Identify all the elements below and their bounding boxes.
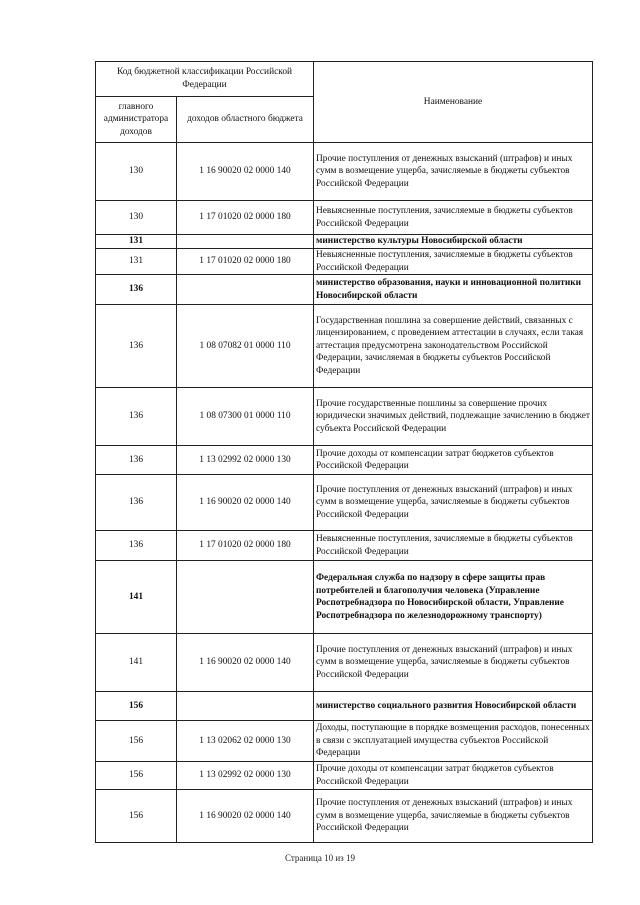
name-cell: Невыясненные поступления, зачисляемые в бюджеты субъектов Российской Федерации <box>314 201 593 235</box>
table-row <box>96 275 593 305</box>
name-cell: министерство культуры Новосибирской области <box>314 235 593 249</box>
name-cell: Прочие поступления от денежных взысканий (штрафов) и иных сумм в возмещение ущерба, зачисляемые в бюджеты субъектов Российской Федерации <box>314 475 593 531</box>
admin-code-cell: 156 <box>96 692 177 721</box>
table-row <box>96 305 593 388</box>
name-cell: министерство образования, науки и инновационной политики Новосибирской области <box>314 275 593 305</box>
table-row <box>96 531 593 561</box>
table-row <box>96 692 593 721</box>
admin-code-cell: 156 <box>96 721 177 762</box>
table-row <box>96 762 593 790</box>
income-code-cell: 1 16 90020 02 0000 140 <box>177 475 314 531</box>
income-code-cell <box>177 561 314 634</box>
name-cell: Прочие государственные пошлины за совершение прочих юридически значимых действий, подлежащие зачислению в бюджет субъекта Российской Федерации <box>314 388 593 446</box>
table-row <box>96 721 593 762</box>
name-cell: Прочие доходы от компенсации затрат бюджетов субъектов Российской Федерации <box>314 762 593 790</box>
admin-code-cell: 136 <box>96 275 177 305</box>
table-row <box>96 388 593 446</box>
budget-classification-table <box>95 61 593 843</box>
header-name: Наименование <box>314 62 593 143</box>
income-code-cell: 1 08 07082 01 0000 110 <box>177 305 314 388</box>
income-code-cell: 1 13 02992 02 0000 130 <box>177 446 314 475</box>
income-code-cell: 1 08 07300 01 0000 110 <box>177 388 314 446</box>
income-code-cell: 1 17 01020 02 0000 180 <box>177 249 314 275</box>
income-code-cell: 1 17 01020 02 0000 180 <box>177 531 314 561</box>
admin-code-cell: 156 <box>96 790 177 843</box>
name-cell: Прочие поступления от денежных взысканий (штрафов) и иных сумм в возмещение ущерба, зачисляемые в бюджеты субъектов Российской Федерации <box>314 634 593 692</box>
table-body <box>96 62 593 843</box>
name-cell: Прочие поступления от денежных взысканий (штрафов) и иных сумм в возмещение ущерба, зачисляемые в бюджеты субъектов Российской Федерации <box>314 790 593 843</box>
name-cell: Невыясненные поступления, зачисляемые в бюджеты субъектов Российской Федерации <box>314 249 593 275</box>
name-cell: Федеральная служба по надзору в сфере защиты прав потребителей и благополучия человека (Управление Роспотребнадзора по Новосибирской области, Управление Роспотребнадзора по железнодорожному транспорту) <box>314 561 593 634</box>
income-code-cell: 1 16 90020 02 0000 140 <box>177 143 314 201</box>
table-row <box>96 475 593 531</box>
table-row <box>96 446 593 475</box>
table-row <box>96 201 593 235</box>
table-row <box>96 235 593 249</box>
admin-code-cell: 136 <box>96 388 177 446</box>
name-cell: Доходы, поступающие в порядке возмещения расходов, понесенных в связи с эксплуатацией имущества субъектов Российской Федерации <box>314 721 593 762</box>
header-row-top <box>96 62 593 97</box>
income-code-cell <box>177 235 314 249</box>
income-code-cell: 1 16 90020 02 0000 140 <box>177 790 314 843</box>
income-code-cell <box>177 275 314 305</box>
admin-code-cell: 136 <box>96 475 177 531</box>
name-cell: министерство социального развития Новосибирской области <box>314 692 593 721</box>
header-income: доходов областного бюджета <box>177 97 314 143</box>
income-code-cell: 1 13 02992 02 0000 130 <box>177 762 314 790</box>
table-row <box>96 143 593 201</box>
name-cell: Невыясненные поступления, зачисляемые в бюджеты субъектов Российской Федерации <box>314 531 593 561</box>
admin-code-cell: 130 <box>96 201 177 235</box>
income-code-cell: 1 13 02062 02 0000 130 <box>177 721 314 762</box>
admin-code-cell: 131 <box>96 235 177 249</box>
name-cell: Прочие доходы от компенсации затрат бюджетов субъектов Российской Федерации <box>314 446 593 475</box>
admin-code-cell: 131 <box>96 249 177 275</box>
admin-code-cell: 136 <box>96 305 177 388</box>
table-row <box>96 561 593 634</box>
name-cell: Прочие поступления от денежных взысканий (штрафов) и иных сумм в возмещение ущерба, зачисляемые в бюджеты субъектов Российской Федерации <box>314 143 593 201</box>
table-row <box>96 249 593 275</box>
header-admin: главного администратора доходов <box>96 97 177 143</box>
table-row <box>96 634 593 692</box>
income-code-cell <box>177 692 314 721</box>
admin-code-cell: 141 <box>96 561 177 634</box>
admin-code-cell: 156 <box>96 762 177 790</box>
admin-code-cell: 141 <box>96 634 177 692</box>
admin-code-cell: 136 <box>96 531 177 561</box>
admin-code-cell: 136 <box>96 446 177 475</box>
admin-code-cell: 130 <box>96 143 177 201</box>
header-code-group: Код бюджетной классификации Российской Федерации <box>96 62 314 97</box>
income-code-cell: 1 16 90020 02 0000 140 <box>177 634 314 692</box>
page-footer: Страница 10 из 19 <box>285 853 355 863</box>
name-cell: Государственная пошлина за совершение действий, связанных с лицензированием, с проведением аттестации в случаях, если такая аттестация предусмотрена законодательством Российской Федерации, зачисляемая в бюджеты субъектов Российской Федерации <box>314 305 593 388</box>
income-code-cell: 1 17 01020 02 0000 180 <box>177 201 314 235</box>
table-row <box>96 790 593 843</box>
